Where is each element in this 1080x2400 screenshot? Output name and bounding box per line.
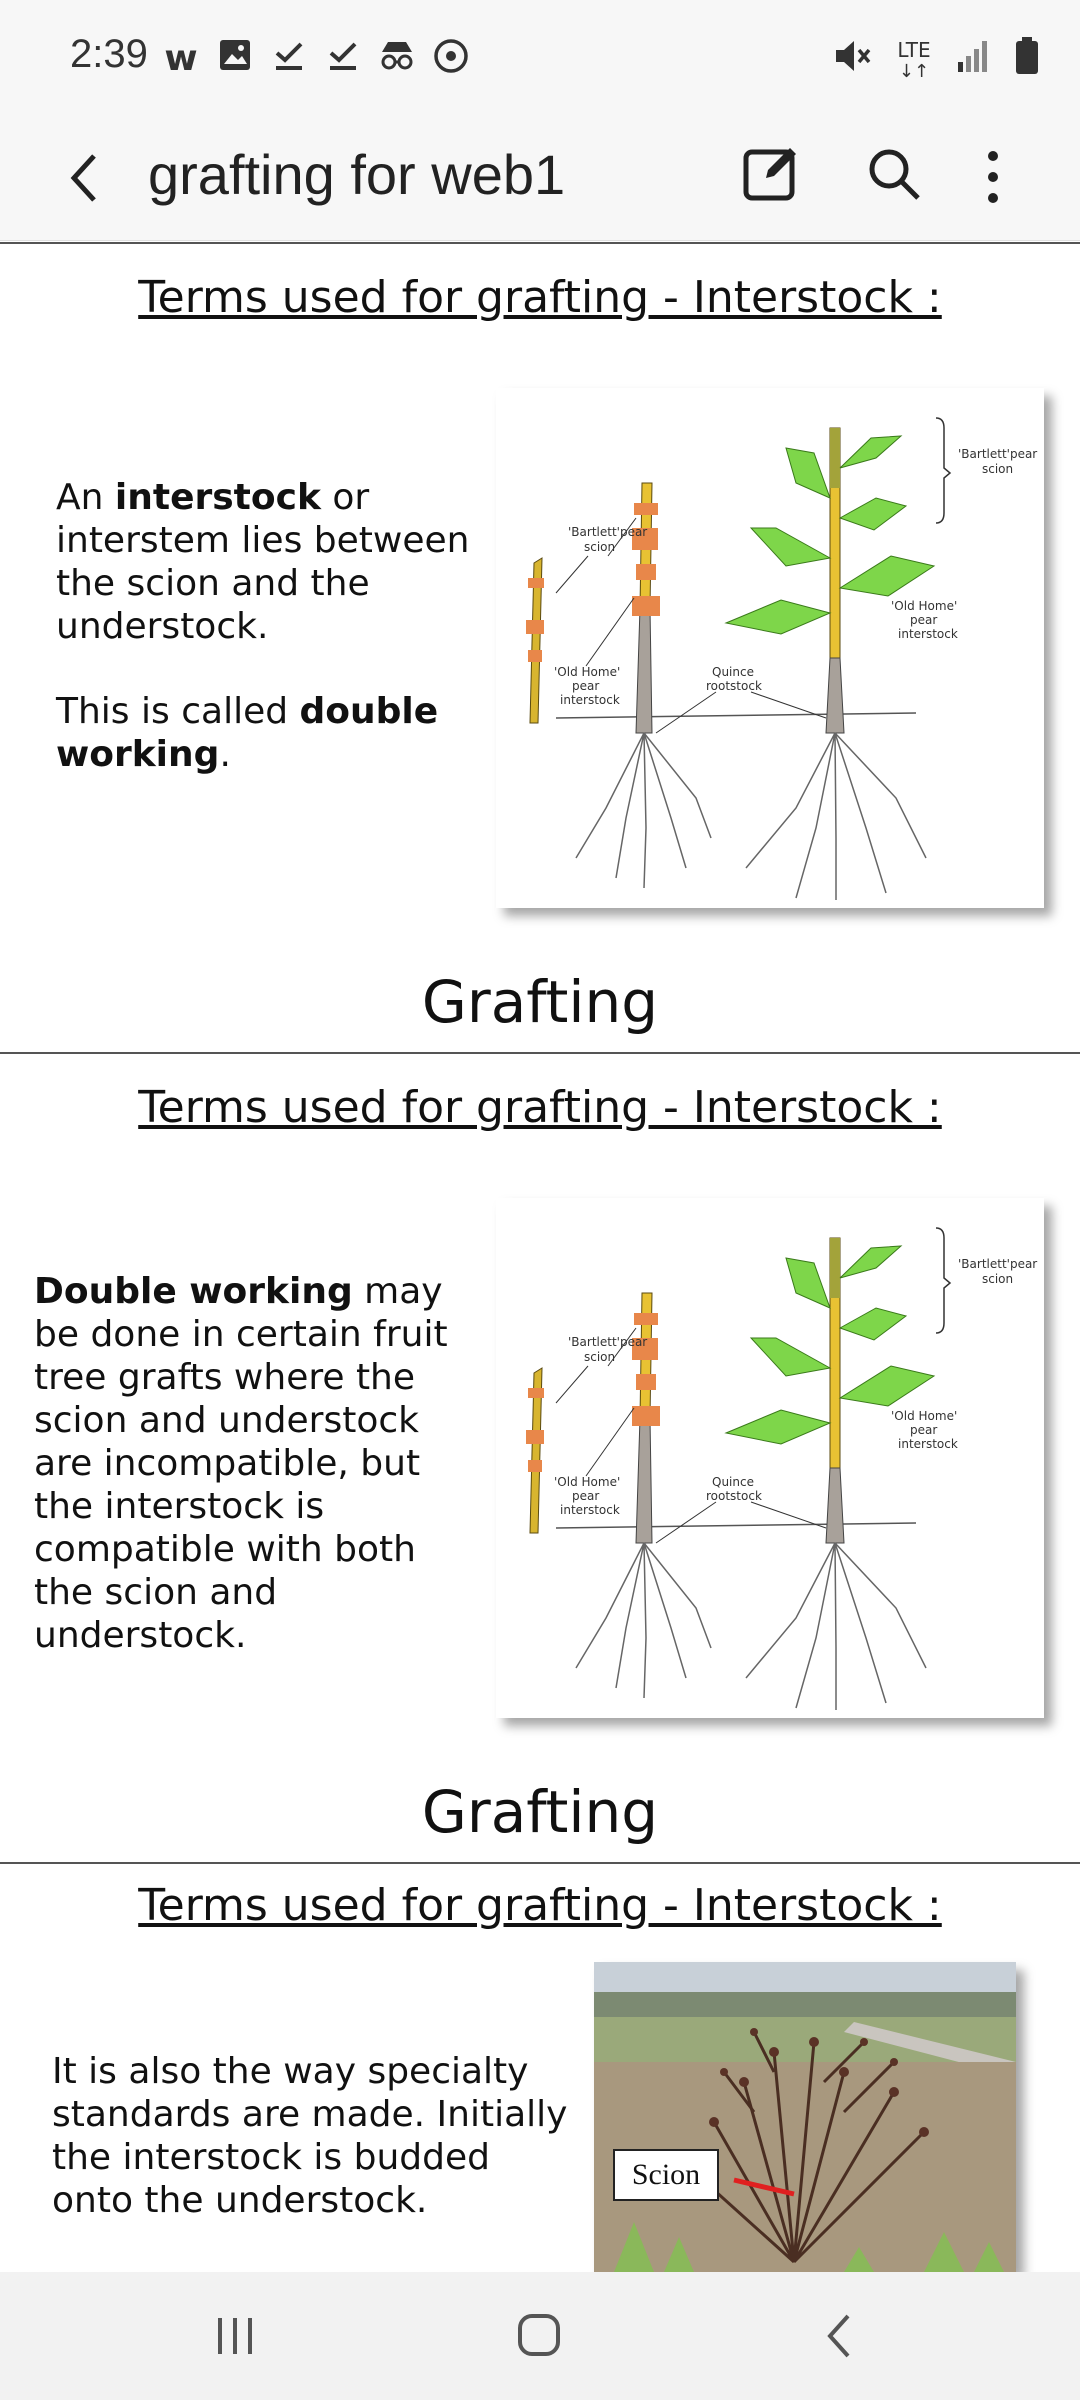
text-part: This is called xyxy=(56,691,300,732)
status-bar xyxy=(0,0,1080,118)
label-interstock-small: 'Old Home' xyxy=(554,1475,621,1489)
slide-heading: Terms used for grafting - Interstock : xyxy=(138,1880,942,1931)
lte-icon: LTE ↓↑ xyxy=(897,37,931,82)
edit-icon xyxy=(738,138,808,208)
more-options-button[interactable] xyxy=(968,142,1018,212)
search-button[interactable] xyxy=(862,142,926,206)
lte-label: LTE xyxy=(897,37,931,62)
svg-text:rootstock: rootstock xyxy=(706,679,762,693)
text-part: . xyxy=(219,734,231,775)
text-part: may be done in certain fruit tree grafts where the scion and understock are incompatible, but the interstock is compatible with both the scion and understock. xyxy=(34,1271,448,1656)
nav-back-button[interactable] xyxy=(806,2306,876,2366)
svg-text:interstock: interstock xyxy=(898,1437,958,1451)
edit-button[interactable] xyxy=(738,138,808,208)
label-scion-large: 'Bartlett'pear xyxy=(958,447,1038,461)
photo-svg xyxy=(594,1962,1016,2272)
svg-text:scion: scion xyxy=(584,540,616,554)
slide-divider xyxy=(0,242,1080,244)
svg-text:interstock: interstock xyxy=(560,1503,620,1517)
slide-body-text: It is also the way specialty standards are made. Initially the interstock is budded onto the understock. xyxy=(52,2051,568,2221)
search-icon xyxy=(862,142,926,206)
mute-icon xyxy=(832,36,872,85)
label-scion-large: 'Bartlett'pear xyxy=(958,1257,1038,1271)
slide-body-text xyxy=(34,1270,474,1657)
text-part-bold: interstock xyxy=(114,477,321,518)
recent-apps-button[interactable] xyxy=(200,2306,270,2366)
svg-text:scion: scion xyxy=(982,1272,1014,1286)
slide-title: Grafting xyxy=(421,968,659,1036)
check-icon xyxy=(322,38,364,80)
svg-text:pear: pear xyxy=(572,679,600,693)
svg-text:pear: pear xyxy=(910,1423,938,1437)
signal-icon xyxy=(956,38,992,83)
label-interstock-large: 'Old Home' xyxy=(891,599,958,613)
text-part: or interstem lies between the scion and the understock. xyxy=(56,477,470,647)
more-vert-icon xyxy=(968,142,1018,212)
document-title: grafting for web1 xyxy=(148,143,566,206)
svg-text:scion: scion xyxy=(982,462,1014,476)
slide-divider xyxy=(0,1052,1080,1054)
svg-text:scion: scion xyxy=(584,1350,616,1364)
image-icon xyxy=(214,38,256,80)
check-icon xyxy=(268,38,310,80)
label-scion-small: 'Bartlett'pear xyxy=(568,525,648,539)
home-button[interactable] xyxy=(504,2306,574,2366)
svg-text:pear: pear xyxy=(572,1489,600,1503)
label-scion-small: 'Bartlett'pear xyxy=(568,1335,648,1349)
scion-photo-label: Scion xyxy=(631,2158,701,2191)
back-button[interactable] xyxy=(56,146,120,210)
slide-divider xyxy=(0,1862,1080,1864)
text-part-bold: Double working xyxy=(34,1271,353,1312)
circle-icon xyxy=(430,38,472,80)
status-time: 2:39 xyxy=(70,32,148,76)
incognito-icon xyxy=(376,38,418,80)
svg-text:interstock: interstock xyxy=(898,627,958,641)
recent-apps-icon xyxy=(200,2306,270,2366)
nav-back-icon xyxy=(806,2306,876,2366)
text-part: An xyxy=(56,477,115,518)
svg-text:rootstock: rootstock xyxy=(706,1489,762,1503)
slide-heading: Terms used for grafting - Interstock : xyxy=(138,272,942,323)
app-bar xyxy=(0,118,1080,241)
interstock-diagram-svg xyxy=(496,1198,1044,1718)
battery-icon xyxy=(1014,36,1040,85)
w-icon: w xyxy=(164,38,198,79)
svg-text:interstock: interstock xyxy=(560,693,620,707)
slide-body-text xyxy=(56,690,476,776)
text-part-bold: double working xyxy=(56,691,439,775)
slide-title: Grafting xyxy=(421,1778,659,1846)
label-rootstock: Quince xyxy=(712,665,754,679)
status-right-icons xyxy=(832,36,1040,85)
notification-icons xyxy=(160,38,472,80)
home-icon xyxy=(504,2306,574,2366)
label-rootstock: Quince xyxy=(712,1475,754,1489)
grafting-diagram xyxy=(496,1198,1044,1718)
standard-photo xyxy=(594,1962,1016,2272)
label-interstock-large: 'Old Home' xyxy=(891,1409,958,1423)
grafting-diagram xyxy=(496,388,1044,908)
navigation-bar xyxy=(0,2272,1080,2400)
label-interstock-small: 'Old Home' xyxy=(554,665,621,679)
slide-body-text xyxy=(56,476,476,648)
back-arrow-icon xyxy=(56,146,120,210)
slide-heading: Terms used for grafting - Interstock : xyxy=(138,1082,942,1133)
svg-text:pear: pear xyxy=(910,613,938,627)
interstock-diagram-svg xyxy=(496,388,1044,908)
